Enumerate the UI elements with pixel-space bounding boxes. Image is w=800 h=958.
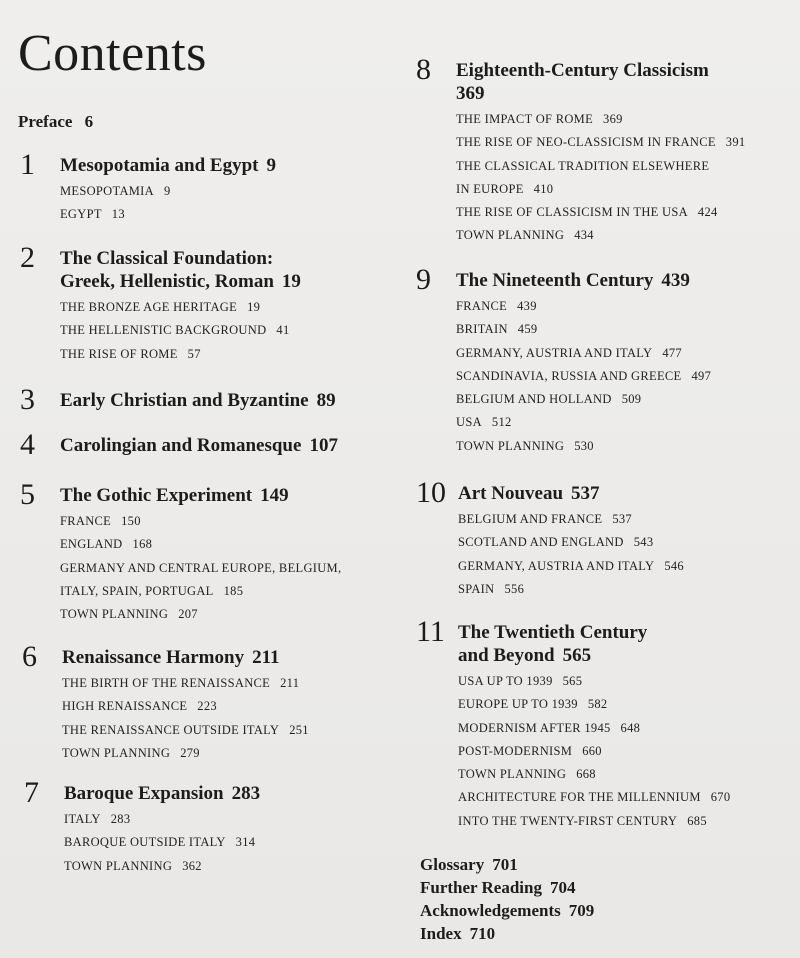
section-page: 391 <box>725 135 746 150</box>
section-entry <box>456 318 711 341</box>
chapter-heading <box>22 640 309 673</box>
section-entry <box>60 180 276 203</box>
section-label: TOWN PLANNING <box>456 228 565 243</box>
section-entry <box>456 365 711 388</box>
chapter-number: 3 <box>20 383 35 416</box>
section-page: 410 <box>533 181 554 196</box>
chapter-entry <box>22 642 309 765</box>
page-title: Contents <box>18 25 207 82</box>
section-label: THE IMPACT OF ROME <box>456 112 594 126</box>
chapter-entry <box>20 150 276 227</box>
chapter-page: 211 <box>252 647 280 668</box>
section-label: THE RISE OF ROME <box>60 346 178 361</box>
section-page: 251 <box>289 722 309 737</box>
section-entry <box>60 296 301 319</box>
chapter-number: 11 <box>416 615 445 648</box>
section-list <box>458 670 730 833</box>
section-page: 41 <box>276 323 290 338</box>
section-label: GERMANY AND CENTRAL EUROPE, BELGIUM, <box>60 560 342 575</box>
section-page: 556 <box>504 581 525 596</box>
chapter-page: 439 <box>661 270 690 291</box>
section-entry <box>458 693 730 716</box>
chapter-title-line: Greek, Hellenistic, Roman 19 <box>60 271 301 292</box>
backmatter-label: Index <box>420 924 462 943</box>
section-entry <box>456 108 745 131</box>
section-label: THE RISE OF CLASSICISM IN THE USA <box>456 205 688 220</box>
section-entry <box>62 742 309 765</box>
chapter-page: 89 <box>316 390 336 411</box>
chapter-title <box>60 430 338 457</box>
section-page: 207 <box>178 607 198 622</box>
chapter-title <box>60 150 276 177</box>
section-page: 459 <box>517 322 538 337</box>
chapter-title <box>458 617 730 667</box>
section-entry <box>458 763 730 786</box>
chapter-title-line: The Gothic Experiment 149 <box>60 485 289 506</box>
chapter-entry <box>20 383 336 416</box>
section-label: FRANCE <box>456 299 508 313</box>
section-entry <box>456 411 711 434</box>
section-entry <box>458 786 730 809</box>
section-label: MODERNISM AFTER 1945 <box>458 720 611 735</box>
chapter-page: 149 <box>260 485 289 506</box>
section-label: TOWN PLANNING <box>60 607 169 622</box>
section-entry <box>60 510 341 533</box>
chapter-entry <box>416 265 711 458</box>
preface-page: 6 <box>84 112 94 131</box>
section-page: 13 <box>111 207 125 222</box>
chapter-page: 537 <box>571 483 600 504</box>
backmatter-entry <box>420 899 594 922</box>
backmatter-list <box>420 853 594 945</box>
section-label: ITALY, SPAIN, PORTUGAL <box>60 583 214 598</box>
chapter-title <box>60 385 336 412</box>
section-label: USA <box>456 415 482 430</box>
section-list <box>60 510 341 626</box>
backmatter-entry <box>420 922 594 945</box>
section-page: 543 <box>633 535 654 550</box>
chapter-number: 4 <box>20 428 35 461</box>
preface-label: Preface <box>18 112 73 131</box>
section-entry <box>60 533 341 556</box>
section-page: 530 <box>574 438 594 453</box>
section-page: 150 <box>121 514 141 528</box>
section-page: 670 <box>710 790 731 805</box>
section-list <box>60 180 276 227</box>
section-entry <box>60 557 341 580</box>
section-page: 497 <box>691 368 712 383</box>
section-entry <box>64 808 260 831</box>
section-label: THE BRONZE AGE HERITAGE <box>60 300 238 314</box>
section-label: HIGH RENAISSANCE <box>62 699 188 714</box>
section-entry <box>456 201 745 224</box>
section-entry <box>456 155 745 178</box>
chapter-title-line: Renaissance Harmony 211 <box>62 647 280 668</box>
section-page: 57 <box>187 346 201 361</box>
chapter-heading <box>416 263 711 296</box>
section-page: 546 <box>664 558 684 573</box>
section-label: BAROQUE OUTSIDE ITALY <box>64 835 226 850</box>
section-entry <box>456 295 711 318</box>
chapter-title-line: Early Christian and Byzantine 89 <box>60 390 336 411</box>
chapter-heading <box>416 55 745 105</box>
chapter-title-line: and Beyond 565 <box>458 645 592 666</box>
section-page: 648 <box>620 720 641 735</box>
chapter-page: 107 <box>309 435 338 456</box>
section-page: 477 <box>662 345 682 360</box>
section-page: 582 <box>587 697 608 712</box>
section-entry <box>60 319 301 342</box>
chapter-title-line: The Twentieth Century <box>458 622 648 643</box>
section-list <box>62 672 309 765</box>
chapter-heading <box>416 476 684 509</box>
section-label: BELGIUM AND HOLLAND <box>456 392 612 407</box>
section-page: 279 <box>180 745 200 760</box>
chapter-number: 5 <box>20 478 35 511</box>
section-page: 509 <box>621 392 642 407</box>
chapter-title <box>60 480 341 507</box>
section-page: 369 <box>603 112 623 126</box>
section-label: EUROPE UP TO 1939 <box>458 697 578 712</box>
chapter-title <box>60 243 301 293</box>
chapter-title-line: Carolingian and Romanesque 107 <box>60 435 338 456</box>
chapter-title <box>456 265 711 292</box>
section-entry <box>456 224 745 247</box>
chapter-title-line: The Classical Foundation: <box>60 248 274 269</box>
section-entry <box>458 717 730 740</box>
backmatter-entry <box>420 853 594 876</box>
section-entry <box>458 740 730 763</box>
section-label: USA UP TO 1939 <box>458 674 553 688</box>
section-list <box>458 508 684 601</box>
section-page: 685 <box>687 813 707 828</box>
chapter-page: 369 <box>456 83 485 104</box>
chapter-heading <box>24 776 261 809</box>
section-label: FRANCE <box>60 514 112 528</box>
section-label: THE CLASSICAL TRADITION ELSEWHERE <box>456 158 710 173</box>
section-page: 19 <box>247 300 261 314</box>
chapter-page: 9 <box>266 155 276 176</box>
section-label: BELGIUM AND FRANCE <box>458 512 603 526</box>
chapter-title-line: Eighteenth-Century Classicism <box>456 60 709 81</box>
chapter-page: 283 <box>231 783 261 804</box>
section-label: GERMANY, AUSTRIA AND ITALY <box>456 345 653 360</box>
chapter-entry <box>20 428 338 461</box>
backmatter-label: Acknowledgements <box>420 901 561 920</box>
section-label: THE BIRTH OF THE RENAISSANCE <box>62 676 271 690</box>
section-entry <box>62 672 309 695</box>
section-label: INTO THE TWENTY-FIRST CENTURY <box>458 813 678 828</box>
chapter-number: 8 <box>416 53 431 86</box>
section-page: 168 <box>132 537 153 552</box>
section-label: IN EUROPE <box>456 181 524 196</box>
chapter-title-line: Art Nouveau 537 <box>458 483 600 504</box>
backmatter-page: 701 <box>492 855 518 874</box>
section-label: BRITAIN <box>456 322 508 337</box>
section-label: SCOTLAND AND ENGLAND <box>458 535 624 550</box>
section-entry <box>458 810 730 833</box>
chapter-title <box>458 478 684 505</box>
section-label: TOWN PLANNING <box>456 438 565 453</box>
section-label: EGYPT <box>60 207 102 222</box>
backmatter-page: 704 <box>550 878 576 897</box>
section-label: ITALY <box>64 812 101 826</box>
section-list <box>60 296 301 366</box>
section-page: 512 <box>491 415 512 430</box>
section-page: 211 <box>280 676 300 690</box>
section-entry <box>60 580 341 603</box>
section-entry <box>458 508 684 531</box>
section-label: SPAIN <box>458 581 495 596</box>
chapter-number: 7 <box>24 776 39 809</box>
section-page: 565 <box>562 674 583 688</box>
section-entry <box>456 388 711 411</box>
section-label: TOWN PLANNING <box>64 858 173 873</box>
section-page: 660 <box>582 743 602 758</box>
section-entry <box>456 435 711 458</box>
section-list <box>64 808 260 878</box>
chapter-number: 2 <box>20 241 35 274</box>
section-entry <box>458 531 684 554</box>
section-label: GERMANY, AUSTRIA AND ITALY <box>458 558 655 573</box>
chapter-title <box>456 55 745 105</box>
chapter-number: 10 <box>416 476 446 509</box>
section-list <box>456 295 711 458</box>
section-page: 424 <box>697 205 718 220</box>
chapter-entry <box>416 478 684 601</box>
chapter-title-line: The Nineteenth Century 439 <box>456 270 690 291</box>
section-entry <box>60 603 341 626</box>
section-entry <box>62 719 309 742</box>
chapter-page: 19 <box>281 271 301 292</box>
section-page: 223 <box>197 699 217 714</box>
section-entry <box>64 831 260 854</box>
section-label: SCANDINAVIA, RUSSIA AND GREECE <box>456 368 682 383</box>
section-page: 283 <box>110 812 131 826</box>
section-entry <box>60 203 276 226</box>
chapter-heading <box>20 243 301 293</box>
chapter-entry <box>20 480 341 626</box>
chapter-number: 9 <box>416 263 431 296</box>
chapter-title-line: Baroque Expansion 283 <box>64 783 261 804</box>
section-label: TOWN PLANNING <box>62 745 171 760</box>
section-entry <box>458 670 730 693</box>
chapter-entry <box>416 55 745 248</box>
chapter-heading <box>20 148 276 181</box>
chapter-entry <box>416 617 730 833</box>
backmatter-entry <box>420 876 594 899</box>
section-label: THE HELLENISTIC BACKGROUND <box>60 323 267 338</box>
section-label: POST-MODERNISM <box>458 743 573 758</box>
section-label: ARCHITECTURE FOR THE MILLENNIUM <box>458 790 701 805</box>
section-label: ENGLAND <box>60 537 123 552</box>
chapter-number: 6 <box>22 640 37 673</box>
backmatter-page: 709 <box>568 901 595 920</box>
backmatter-page: 710 <box>469 924 496 943</box>
section-entry <box>60 343 301 366</box>
chapter-heading <box>20 478 341 511</box>
section-entry <box>64 855 260 878</box>
section-page: 537 <box>612 512 632 526</box>
section-entry <box>458 578 684 601</box>
backmatter-label: Further Reading <box>420 878 542 897</box>
chapter-entry <box>20 243 301 366</box>
backmatter-label: Glossary <box>420 855 485 874</box>
chapter-title <box>64 778 260 805</box>
chapter-heading <box>416 617 730 667</box>
section-entry <box>62 695 309 718</box>
section-page: 434 <box>574 228 594 243</box>
section-label: TOWN PLANNING <box>458 767 567 782</box>
section-label: THE RISE OF NEO-CLASSICISM IN FRANCE <box>456 135 716 150</box>
chapter-heading <box>20 383 336 416</box>
section-entry <box>456 178 745 201</box>
section-page: 362 <box>182 858 202 873</box>
chapter-title-line: Mesopotamia and Egypt 9 <box>60 155 276 176</box>
section-entry <box>456 131 745 154</box>
chapter-entry <box>24 778 260 878</box>
preface-entry <box>18 112 93 132</box>
section-list <box>456 108 745 248</box>
section-page: 439 <box>517 299 537 313</box>
section-entry <box>458 555 684 578</box>
section-page: 314 <box>235 835 256 850</box>
section-page: 668 <box>576 767 596 782</box>
chapter-heading <box>20 428 338 461</box>
section-page: 185 <box>223 583 244 598</box>
section-page: 9 <box>163 184 171 198</box>
chapter-number: 1 <box>20 148 35 181</box>
chapter-title <box>62 642 309 669</box>
chapter-page: 565 <box>562 645 592 666</box>
section-entry <box>456 342 711 365</box>
section-label: MESOPOTAMIA <box>60 184 154 198</box>
section-label: THE RENAISSANCE OUTSIDE ITALY <box>62 722 280 737</box>
